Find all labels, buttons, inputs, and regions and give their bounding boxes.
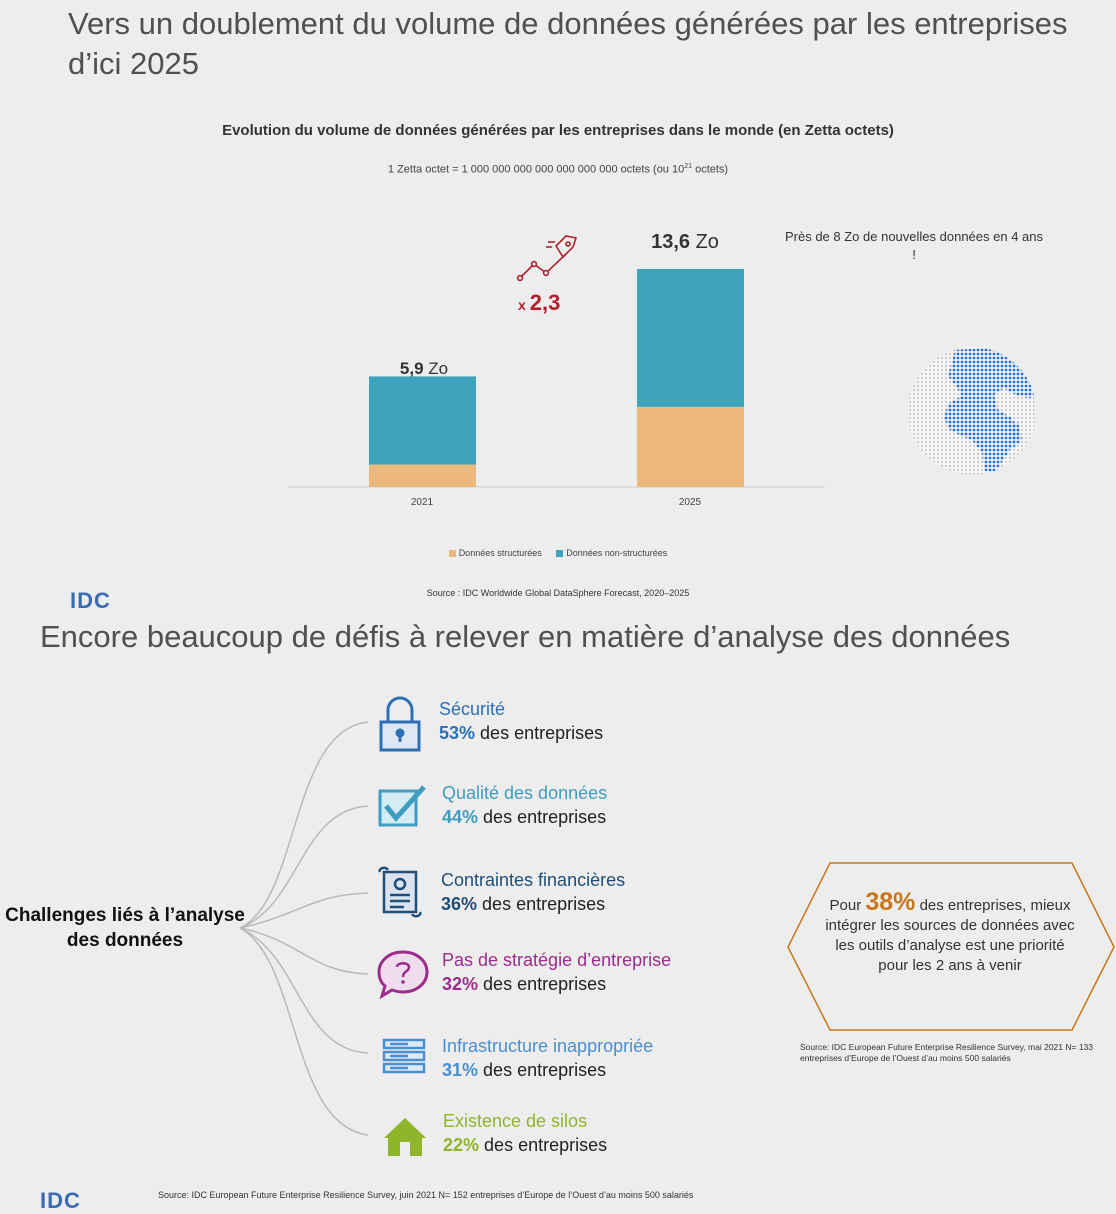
challenge-item: [439, 697, 603, 745]
highlight-body: des entreprises, mieux intégrer les sources de données avec les outils d’analyse est une priorité pour les 2 ans à venir: [825, 897, 1075, 974]
challenge-pct-suffix: des entreprises: [480, 723, 604, 743]
challenge-name: Qualité des données: [442, 783, 608, 803]
checkbox-icon: [380, 787, 424, 825]
total-value-2021: 5,9: [399, 359, 424, 378]
challenge-pct-value: 32%: [442, 974, 479, 994]
challenge-pct-suffix: des entreprises: [483, 1060, 607, 1080]
challenge-percentage: [439, 721, 603, 745]
idc-logo-top-text: IDC: [70, 588, 111, 613]
question-bubble-icon: [379, 952, 427, 996]
house-icon: [384, 1118, 426, 1156]
highlight-prefix: Pour: [829, 897, 862, 914]
section-title: Encore beaucoup de défis à relever en matière d’analyse des données: [40, 619, 1011, 654]
subtitle-prefix: 1 Zetta octet = 1 000 000 000 000 000 000 000 octets (ou 10: [387, 163, 685, 176]
challenge-name: Pas de stratégie d’entreprise: [442, 950, 672, 970]
challenge-percentage: [442, 1058, 653, 1082]
total-value-2025: 13,6: [651, 231, 691, 253]
legend-label-unstructured: Données non-structurées: [566, 548, 668, 558]
challenge-pct-suffix: des entreprises: [483, 974, 607, 994]
chart-source: Source : IDC Worldwide Global DataSphere Forecast, 2020–2025: [426, 588, 690, 598]
certificate-icon: [380, 868, 421, 916]
page-title: Vers un doublement du volume de données générées par les entreprises d’ici 2025: [68, 6, 1068, 81]
challenge-item: [442, 948, 671, 996]
challenge-item: [442, 781, 607, 829]
challenge-name: Sécurité: [439, 699, 506, 719]
challenge-item: [441, 868, 625, 916]
challenge-name: Contraintes financières: [441, 870, 626, 890]
category-label-2025: 2025: [678, 497, 702, 508]
highlight-text: [822, 888, 1078, 976]
chart-title: Evolution du volume de données générées par les entreprises dans le monde (en Zetta octets): [222, 122, 894, 139]
challenge-percentage: [442, 805, 607, 829]
challenge-item: [443, 1109, 607, 1157]
subtitle-suffix: octets): [692, 163, 729, 176]
legend-label-structured: Données structurées: [458, 548, 542, 558]
challenge-pct-suffix: des entreprises: [483, 807, 607, 827]
server-icon: [384, 1040, 424, 1072]
source-bottom: Source: IDC European Future Enterprise Resilience Survey, juin 2021 N= 152 entreprises d’Europe de l’Ouest d’au moins 500 salariés: [158, 1190, 694, 1200]
challenge-pct-suffix: des entreprises: [484, 1135, 608, 1155]
idc-logo-bottom-text: IDC: [40, 1188, 81, 1213]
challenge-pct-value: 36%: [441, 894, 478, 914]
challenge-percentage: [443, 1133, 607, 1157]
multiplier-prefix: x: [518, 297, 526, 313]
challenge-percentage: [441, 892, 625, 916]
lock-icon: [381, 698, 419, 750]
challenge-name: Infrastructure inappropriée: [442, 1036, 654, 1056]
highlight-value: 38%: [865, 888, 916, 916]
subtitle-exponent: 21: [684, 163, 693, 170]
challenge-item: [442, 1034, 653, 1082]
challenge-pct-value: 31%: [442, 1060, 479, 1080]
challenge-name: Existence de silos: [443, 1111, 588, 1131]
challenges-label: Challenges liés à l’analyse des données: [5, 905, 245, 951]
idc-logo-bottom: [40, 1188, 150, 1213]
challenge-pct-value: 22%: [443, 1135, 480, 1155]
source-right: Source: IDC European Future Enterprise Resilience Survey, mai 2021 N= 133 entreprises d’Europe de l’Ouest d’au moins 500 salariés: [800, 1042, 1094, 1063]
multiplier-value: 2,3: [529, 290, 561, 315]
challenge-pct-suffix: des entreprises: [482, 894, 606, 914]
total-unit-2021: Zo: [428, 359, 449, 378]
challenge-pct-value: 53%: [439, 723, 476, 743]
challenge-percentage: [442, 972, 671, 996]
challenge-pct-value: 44%: [442, 807, 479, 827]
category-label-2021: 2021: [410, 497, 434, 508]
total-unit-2025: Zo: [695, 231, 719, 253]
new-data-note: Près de 8 Zo de nouvelles données en 4 ans !: [784, 229, 1043, 262]
